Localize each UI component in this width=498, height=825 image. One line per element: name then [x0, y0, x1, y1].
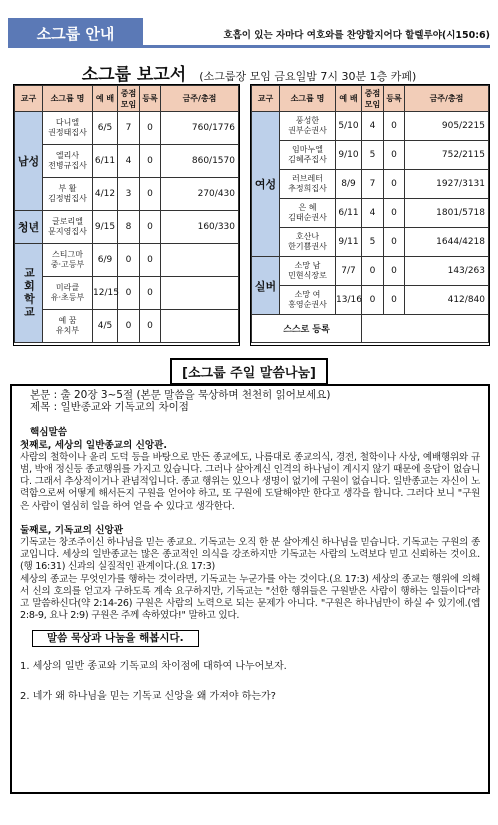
meeting-cell: 0: [362, 286, 384, 315]
totals-cell: 1644/4218: [405, 228, 489, 257]
table-row: [252, 199, 489, 228]
report-table-left-grid: [14, 85, 239, 343]
group-name-cell: 풍성한 권부순권사: [280, 112, 336, 141]
register-cell: 0: [384, 141, 405, 170]
totals-cell: [161, 244, 239, 277]
table-row: [252, 286, 489, 315]
column-header: 금주/총점: [405, 86, 489, 112]
worship-cell: 8/9: [336, 170, 362, 199]
worship-cell: 7/7: [336, 257, 362, 286]
report-title-main: 소그룹 보고서: [81, 65, 187, 85]
table-row: [15, 178, 239, 211]
meeting-cell: 5: [362, 141, 384, 170]
point2-text-cont: 세상의 종교는 무엇인가를 행하는 것이라면, 기독교는 누군가를 아는 것이다.(요 17:3) 세상의 종교는 행위에 의해서 신의 호의를 얻고자 구하도록 계속 요구하지만, 기독교는 "선한 행위들은 구원받은 사람이 행하는 일들이다"라고 말씀하신다(약 2:14-26) 구원은 사람의 노력으로 되는 문제가 아니다. "구원은 하나님만이 하실 수 있기에.(엡 2:8-9, 요나 2:9) 구원은 주께 속하였다!" 말하고 있다.: [20, 573, 480, 622]
table-row: [252, 228, 489, 257]
column-header: 중점 모임: [362, 86, 384, 112]
table-row: [15, 277, 239, 310]
register-cell: 0: [384, 170, 405, 199]
table-header-row: [15, 86, 239, 112]
group-name-cell: 소망 여 홍영순권사: [280, 286, 336, 315]
meeting-cell: 0: [118, 310, 140, 343]
meeting-cell: 7: [362, 170, 384, 199]
column-header: 교구: [15, 86, 43, 112]
table-row: [15, 211, 239, 244]
group-name-cell: 임마누엘 김혜주집사: [280, 141, 336, 170]
meeting-cell: 0: [118, 244, 140, 277]
worship-cell: 9/15: [93, 211, 118, 244]
self-register-value: [362, 315, 489, 343]
point1-title: 첫째로, 세상의 일반종교의 신앙관.: [20, 439, 168, 451]
totals-cell: 1801/5718: [405, 199, 489, 228]
report-table-right: [250, 84, 490, 346]
table-row: [15, 145, 239, 178]
totals-cell: 143/263: [405, 257, 489, 286]
meeting-cell: 0: [362, 257, 384, 286]
worship-cell: 4/12: [93, 178, 118, 211]
worship-cell: 9/10: [336, 141, 362, 170]
table-header-row: [252, 86, 489, 112]
column-header: 중점 모임: [118, 86, 140, 112]
meeting-cell: 4: [362, 112, 384, 141]
report-title-sub: (소그룹장 모임 금요일밤 7시 30분 1층 카페): [199, 70, 417, 83]
meeting-cell: 0: [118, 277, 140, 310]
totals-cell: [161, 310, 239, 343]
table-row: [252, 257, 489, 286]
question-1: 1. 세상의 일반 종교와 기독교의 차이점에 대하여 나누어보자.: [20, 660, 287, 672]
report-table-right-grid: [251, 85, 489, 343]
totals-cell: 752/2115: [405, 141, 489, 170]
table-row: [15, 310, 239, 343]
worship-cell: 5/10: [336, 112, 362, 141]
worship-cell: 6/11: [336, 199, 362, 228]
group-label: 청년: [15, 211, 43, 244]
self-register-label: 스스로 등록: [252, 315, 362, 343]
column-header: 등록: [384, 86, 405, 112]
totals-cell: 1927/3131: [405, 170, 489, 199]
group-label: 실버: [252, 257, 280, 315]
core-label: 핵심말씀: [30, 427, 68, 439]
column-header: 예 배: [93, 86, 118, 112]
worship-cell: 13/16: [336, 286, 362, 315]
totals-cell: 412/840: [405, 286, 489, 315]
meditate-label: 말씀 묵상과 나눔을 해봅시다.: [32, 630, 199, 646]
group-name-cell: 소망 남 민현식장로: [280, 257, 336, 286]
group-name-cell: 다니엘 권정태집사: [43, 112, 93, 145]
totals-cell: 160/330: [161, 211, 239, 244]
sermon-section-title: [0, 358, 498, 385]
worship-cell: 12/15: [93, 277, 118, 310]
point2-text: 기독교는 창조주이신 하나님을 믿는 종교요. 기독교는 오직 한 분 살아계신 하나님을 믿습니다. 기독교는 구원의 종교입니다. 세상의 일반종교는 많은 종교적인 의식을 강조하지만 기독교는 사람의 노력보다 믿고 신뢰하는 것이요.(행 16:31) 신과의 실질적인 관계이다.(요 17:3): [20, 537, 480, 573]
question-2: 2. 네가 왜 하나님을 믿는 기독교 신앙을 왜 가져야 하는가?: [20, 690, 276, 702]
report-table-left: [13, 84, 240, 346]
register-cell: 0: [140, 112, 161, 145]
totals-cell: 905/2215: [405, 112, 489, 141]
register-cell: 0: [384, 199, 405, 228]
group-name-cell: 러브레터 추정희집사: [280, 170, 336, 199]
group-name-cell: 부 활 김정범집사: [43, 178, 93, 211]
register-cell: 0: [384, 257, 405, 286]
group-name-cell: 미라클 유·초등부: [43, 277, 93, 310]
totals-cell: [161, 277, 239, 310]
column-header: 등록: [140, 86, 161, 112]
meeting-cell: 8: [118, 211, 140, 244]
group-name-cell: 은 혜 김태순권사: [280, 199, 336, 228]
sermon-section-title-text: [소그룹 주일 말씀나눔]: [170, 358, 328, 385]
group-label: 교회학교: [15, 244, 43, 343]
group-name-cell: 글로리엘 문지영집사: [43, 211, 93, 244]
table-row: [15, 112, 239, 145]
meeting-cell: 5: [362, 228, 384, 257]
header-tab: 소그룹 안내: [8, 18, 143, 48]
column-header: 소그룹 명: [280, 86, 336, 112]
group-label: 남성: [15, 112, 43, 211]
worship-cell: 6/5: [93, 112, 118, 145]
meeting-cell: 4: [118, 145, 140, 178]
group-name-cell: 예 꿈 유치부: [43, 310, 93, 343]
report-title: [0, 60, 498, 85]
meeting-cell: 7: [118, 112, 140, 145]
worship-cell: 6/11: [93, 145, 118, 178]
column-header: 교구: [252, 86, 280, 112]
totals-cell: 760/1776: [161, 112, 239, 145]
worship-cell: 9/11: [336, 228, 362, 257]
sermon-theme: 제목 : 일반종교와 기독교의 차이점: [30, 401, 189, 414]
table-row: [252, 112, 489, 141]
worship-cell: 6/9: [93, 244, 118, 277]
worship-cell: 4/5: [93, 310, 118, 343]
register-cell: 0: [140, 277, 161, 310]
register-cell: 0: [140, 211, 161, 244]
column-header: 예 배: [336, 86, 362, 112]
column-header: 금주/총점: [161, 86, 239, 112]
meeting-cell: 4: [362, 199, 384, 228]
meeting-cell: 3: [118, 178, 140, 211]
totals-cell: 860/1570: [161, 145, 239, 178]
header-verse: 호흡이 있는 자마다 여호와를 찬양할지어다 할렐루야(시150:6): [223, 30, 490, 41]
register-cell: 0: [384, 112, 405, 141]
group-name-cell: 엘리사 전병규집사: [43, 145, 93, 178]
register-cell: 0: [140, 244, 161, 277]
point2-title: 둘째로, 기독교의 신앙관: [20, 524, 123, 536]
table-row: [15, 244, 239, 277]
register-cell: 0: [140, 310, 161, 343]
sermon-box: [10, 384, 490, 794]
table-row: [252, 141, 489, 170]
sermon-passage: 본문 : 출 20장 3~5절 (본문 말씀을 묵상하며 천천히 읽어보세요): [30, 389, 331, 401]
column-header: 소그룹 명: [43, 86, 93, 112]
table-row: [252, 170, 489, 199]
self-register-row: [252, 315, 489, 343]
group-name-cell: 스티그마 중·고등부: [43, 244, 93, 277]
group-label: 여성: [252, 112, 280, 257]
register-cell: 0: [140, 145, 161, 178]
group-name-cell: 호산나 한기쁨권사: [280, 228, 336, 257]
header: [8, 8, 490, 48]
register-cell: 0: [140, 178, 161, 211]
register-cell: 0: [384, 286, 405, 315]
point1-text: 사람의 철학이나 윤리 도덕 등을 바탕으로 만든 종교에도, 나름대로 종교의식, 경전, 철학이나 사상, 예배행위와 규범, 박애 정신등 종교행위를 가지고 있습니다. 그러나 살아계신 인격의 하나님이 계시지 않기 때문에 응답이 없습니다. 그래서 추상적이거나 관념적입니다. 종교 행위는 있으나 생명이 없기에 구원이 없습니다. 일반종교는 자신이 노력함으로써 어떻게 해서든지 구원을 얻어야 하고, 또 구원에 도달해야만 한다고 생각을 합니다. 그러다 보니 "구원은 사람이 열심히 일을 하여 얻을 수 있다고 생각한다.: [20, 451, 480, 512]
register-cell: 0: [384, 228, 405, 257]
totals-cell: 270/430: [161, 178, 239, 211]
